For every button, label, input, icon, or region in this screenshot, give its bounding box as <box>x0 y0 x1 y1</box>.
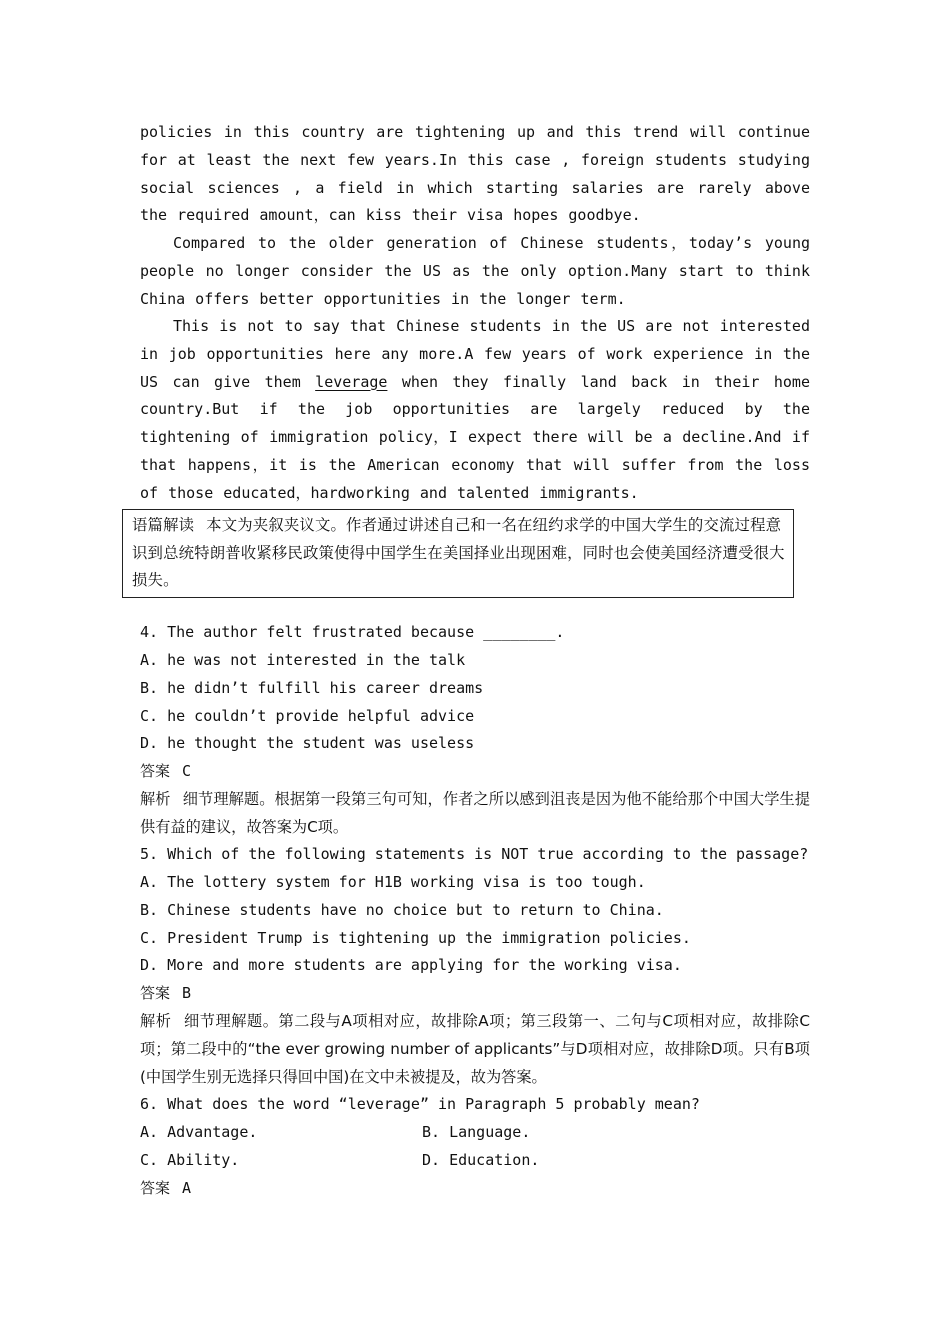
question-4-option-a: A. he was not interested in the talk <box>140 651 466 669</box>
question-4-option-c: C. he couldn’t provide helpful advice <box>140 707 475 725</box>
question-5-stem: 5. Which of the following statements is NOT true according to the passage? <box>140 845 809 863</box>
explanation-label: 解析 <box>140 790 171 808</box>
question-6-option-d: D. Education. <box>422 1151 540 1169</box>
explanation-label: 解析 <box>140 1012 172 1030</box>
question-6-option-a: A. Advantage. <box>140 1123 258 1141</box>
question-5-option-c: C. President Trump is tightening up the immigration policies. <box>140 929 691 947</box>
passage-paragraph-2: Compared to the older generation of Chinese students，today’s young people no longer consider the US as the only option.Many start to think China offers better opportunities in the longer term. <box>140 234 810 308</box>
question-4-option-b: B. he didn’t fulfill his career dreams <box>140 679 484 697</box>
passage-paragraph-continued: policies in this country are tightening up and this trend will continue for at least the next few years.In this case , foreign students studying social sciences , a field in which starting salaries are rarely above the required amount，can kiss their visa hopes goodbye. <box>140 123 810 225</box>
answer-value: C <box>182 762 192 780</box>
answer-value: A <box>182 1179 192 1197</box>
question-6-option-c: C. Ability. <box>140 1151 240 1169</box>
question-5-option-d: D. More and more students are applying for the working visa. <box>140 956 682 974</box>
analysis-label: 语篇解读 <box>132 516 195 534</box>
question-4-explanation <box>140 786 810 842</box>
answer-label: 答案 <box>140 1179 171 1197</box>
answer-value: B <box>182 984 192 1002</box>
passage-analysis-box <box>122 509 794 598</box>
analysis-text: 本文为夹叙夹议文。作者通过讲述自己和一名在纽约求学的中国大学生的交流过程意识到总统特朗普收紧移民政策使得中国学生在美国择业出现困难，同时也会使美国经济遭受很大损失。 <box>132 516 785 589</box>
passage-paragraph-3 <box>140 313 810 508</box>
answer-label: 答案 <box>140 762 171 780</box>
question-6-stem: 6. What does the word “leverage” in Paragraph 5 probably mean? <box>140 1095 700 1113</box>
question-5-option-a: A. The lottery system for H1B working visa is too tough. <box>140 873 646 891</box>
passage-paragraph-3-text-b: when they finally land back in their home country.But if the job opportunities are largely reduced by the tightening of immigration policy，I expect there will be a decline.And if that happens，it is the American economy that will suffer from the loss of those educated，hardworking and talented immigrants. <box>140 372 810 502</box>
question-6-answer <box>140 1175 820 1203</box>
leverage-underlined-word: leverage <box>315 372 388 391</box>
question-5-option-b: B. Chinese students have no choice but to return to China. <box>140 901 664 919</box>
question-5-answer <box>140 980 820 1008</box>
question-4-option-d: D. he thought the student was useless <box>140 734 475 752</box>
explanation-text: 细节理解题。根据第一段第三句可知，作者之所以感到沮丧是因为他不能给那个中国大学生提供有益的建议，故答案为C项。 <box>140 790 811 836</box>
explanation-text: 细节理解题。第二段与A项相对应，故排除A项；第三段第一、二句与C项相对应，故排除C项；第二段中的“the ever growing number of applicants”与D项相对应，故排除D项。只有B项(中国学生别无选择只得回中国)在文中未被提及，故为答案。 <box>140 1012 810 1086</box>
question-4-answer <box>140 758 820 786</box>
question-4-stem: 4. The author felt frustrated because ________. <box>140 623 565 641</box>
passage-paragraph-3-text-a: This is not to say that Chinese students in the US are not interested in job opportunities here any more.A few years of work experience in the US can give them <box>140 317 810 391</box>
answer-label: 答案 <box>140 984 171 1002</box>
question-6-option-b: B. Language. <box>422 1123 531 1141</box>
question-5-explanation <box>140 1008 810 1091</box>
